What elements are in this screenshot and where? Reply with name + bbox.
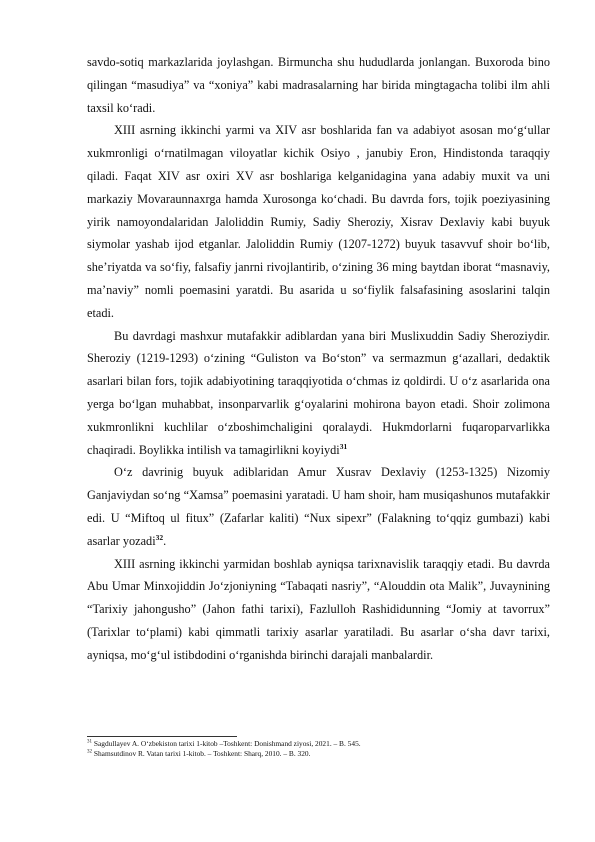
paragraph-1-text: savdo-sotiq markazlarida joylashgan. Birmuncha shu hududlarda jonlangan. Buxoroda bino qilingan “masudiya” va “xoniya” kabi madrasalarning har birida mingtagacha tolibi ilm ahli taxsil ko‘radi. [87, 55, 550, 115]
paragraph-3-text: Bu davrdagi mashxur mutafakkir adiblardan yana biri Muslixuddin Sadiy Sheroziydir. Sheroziy (1219-1293) o‘zining “Guliston va Bo‘ston” va sermazmun g‘azallari, dedaktik asarlari bilan fors, tojik adabiyotining taraqqiyotida o‘chmas iz qoldirdi. U o‘z asarlarida ona yerga bo‘lgan muhabbat, insonparvarlik g‘oyalarini mohirona bayon etadi. Shoir zolimona xukmronlikni kuchlilar o‘zboshimchaligini qoralaydi. Hukmdorlarni fuqaroparvarlikka chaqiradi. Boylikka intilish va tamagirlikni koyiydi [87, 328, 550, 457]
footnote-number: 32 [87, 749, 92, 755]
footnote-ref-31[interactable]: 31 [339, 441, 348, 451]
paragraph-5-text: XIII asrning ikkinchi yarmidan boshlab ayniqsa tarixnavislik taraqqiy etadi. Bu davrda Abu Umar Minxojiddin Jo‘zjoniyning “Tabaqati nasriy”, “Alouddin ota Malik”, Juvaynining “Tarixiy jahongusho” (Jahon fathi tarixi), Fazlulloh Rashididunning “Jomiy at tavorrux” (Tarixlar to‘plami) kabi qimmatli tarixiy asarlar yaratiladi. Bu asarlar o‘sha davr tarixi, ayniqsa, mo‘g‘ul istibdodini o‘rganishda birinchi darajali manbalardir. [87, 556, 550, 662]
footnote-text: Shamsutdinov R. Vatan tarixi 1-kitob. – Toshkent: Sharq, 2010. – B. 320. [93, 749, 311, 759]
footnote-text: Sagdullayev A. O‘zbekiston tarixi 1-kitob –Toshkent: Donishmand ziyosi, 2021. – B. 545. [93, 739, 361, 748]
footnote-divider [87, 736, 237, 737]
paragraph-4 [87, 461, 550, 552]
paragraph-4-text: O‘z davrinig buyuk adiblaridan Amur Xusrav Dexlaviy (1253-1325) Nizomiy Ganjaviydan so‘ng “Xamsa” poemasini yaratadi. U ham shoir, ham musiqashunos mutafakkir edi. U “Miftoq ul fitux” (Zafarlar kaliti) “Nux sipexr” (Falakning to‘qqiz gumbazi) kabi asarlar yozadi [87, 465, 550, 548]
paragraph-1 [87, 51, 550, 119]
paragraph-5 [87, 553, 550, 667]
footnote-31 [87, 739, 550, 749]
footnote-32 [87, 749, 550, 759]
footnote-ref-32[interactable]: 32 [155, 532, 164, 542]
paragraph-3 [87, 325, 550, 462]
footnotes-section [87, 736, 550, 759]
footnote-number: 31 [87, 739, 92, 745]
paragraph-2 [87, 119, 550, 324]
paragraph-2-text: XIII asrning ikkinchi yarmi va XIV asr boshlarida fan va adabiyot asosan mo‘g‘ullar xukmronligi o‘rnatilmagan viloyatlar kichik Osiyo , janubiy Eron, Hindistonda taraqqiy qiladi. Faqat XIV asr oxiri XV asr boshlariga kelganidagina yana adabiy muxit va uni markaziy Movaraunnaxrga hamda Xurosonga ko‘chadi. Bu davrda fors, tojik poeziyasining yirik namoyondalaridan Jaloliddin Rumiy, Sadiy Sheroziy, Xisrav Dexlaviy kabi buyuk siymolar yashab ijod etganlar. Jaloliddin Rumiy (1207-1272) buyuk tasavvuf shoir bo‘lib, she’riyatda va so‘fiy, falsafiy janrni rivojlantirib, o‘zining 36 ming baytdan iborat “masnaviy, ma’naviy” nomli poemasini yaratdi. Bu asarida u so‘fiylik falsafasining asoslarini talqin etadi. [87, 123, 550, 320]
paragraph-4-suffix: . [163, 533, 167, 548]
document-body [87, 51, 550, 667]
